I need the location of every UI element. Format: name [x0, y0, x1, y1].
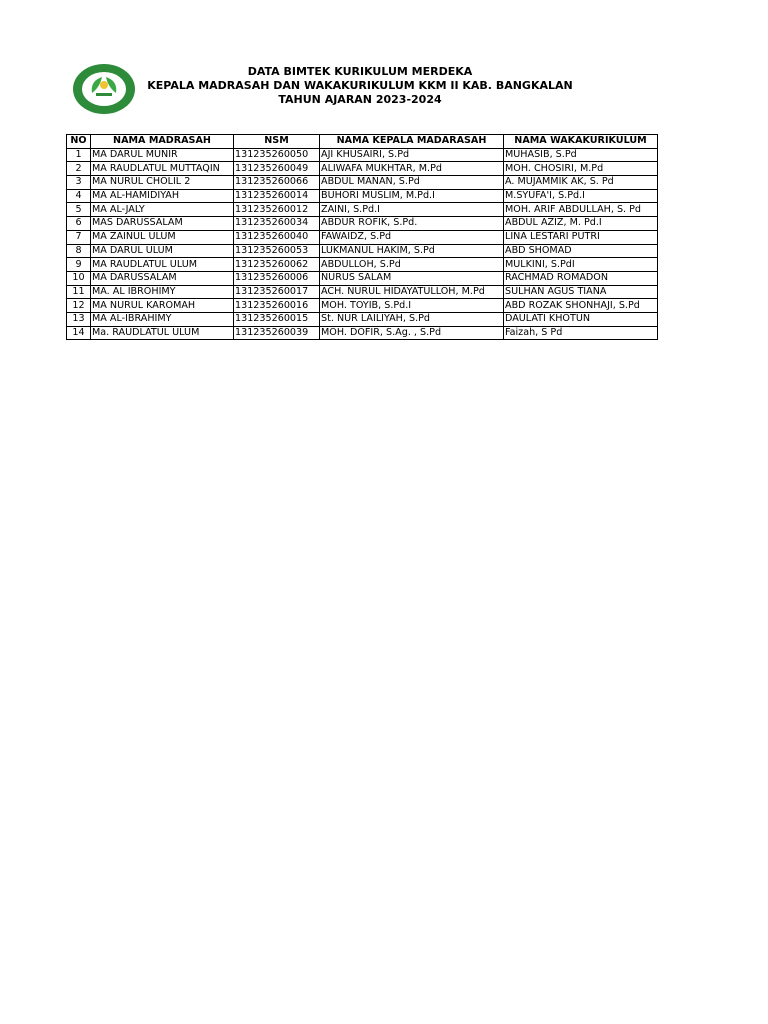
table-row	[67, 148, 658, 162]
cell-wakakurikulum: DAULATI KHOTUN	[504, 312, 658, 326]
cell-wakakurikulum: A. MUJAMMIK AK, S. Pd	[504, 176, 658, 190]
cell-no: 7	[67, 230, 91, 244]
cell-madrasah: Ma. RAUDLATUL ULUM	[91, 326, 234, 340]
cell-nsm: 131235260006	[234, 271, 320, 285]
cell-nsm: 131235260050	[234, 148, 320, 162]
doc-title-line2: KEPALA MADRASAH DAN WAKAKURIKULUM KKM II KAB. BANGKALAN	[147, 79, 573, 92]
cell-kepala: ABDULLOH, S.Pd	[320, 258, 504, 272]
table-row	[67, 217, 658, 231]
cell-wakakurikulum: ABDUL AZIZ, M. Pd.I	[504, 217, 658, 231]
cell-nsm: 131235260066	[234, 176, 320, 190]
header-no: NO	[67, 135, 91, 149]
cell-madrasah: MA AL-IBRAHIMY	[91, 312, 234, 326]
cell-kepala: ABDUR ROFIK, S.Pd.	[320, 217, 504, 231]
doc-title-line3: TAHUN AJARAN 2023-2024	[278, 93, 442, 106]
cell-kepala: AJI KHUSAIRI, S.Pd	[320, 148, 504, 162]
cell-wakakurikulum: MULKINI, S.PdI	[504, 258, 658, 272]
table-row	[67, 285, 658, 299]
header-nsm: NSM	[234, 135, 320, 149]
cell-nsm: 131235260034	[234, 217, 320, 231]
table-row	[67, 203, 658, 217]
table-row	[67, 189, 658, 203]
cell-kepala: NURUS SALAM	[320, 271, 504, 285]
cell-wakakurikulum: ABD ROZAK SHONHAJI, S.Pd	[504, 299, 658, 313]
cell-no: 13	[67, 312, 91, 326]
cell-nsm: 131235260012	[234, 203, 320, 217]
table-row	[67, 271, 658, 285]
cell-no: 12	[67, 299, 91, 313]
cell-madrasah: MA AL-JALY	[91, 203, 234, 217]
table-row	[67, 244, 658, 258]
cell-kepala: BUHORI MUSLIM, M.Pd.I	[320, 189, 504, 203]
table-row	[67, 299, 658, 313]
cell-kepala: FAWAIDZ, S.Pd	[320, 230, 504, 244]
header-wakakurikulum: NAMA WAKAKURIKULUM	[504, 135, 658, 149]
cell-no: 9	[67, 258, 91, 272]
table-row	[67, 176, 658, 190]
cell-kepala: St. NUR LAILIYAH, S.Pd	[320, 312, 504, 326]
cell-kepala: MOH. TOYIB, S.Pd.I	[320, 299, 504, 313]
table-row	[67, 312, 658, 326]
cell-no: 8	[67, 244, 91, 258]
cell-madrasah: MA RAUDLATUL MUTTAQIN	[91, 162, 234, 176]
cell-kepala: ABDUL MANAN, S.Pd	[320, 176, 504, 190]
cell-wakakurikulum: M.SYUFA'I, S.Pd.I	[504, 189, 658, 203]
cell-nsm: 131235260017	[234, 285, 320, 299]
cell-no: 14	[67, 326, 91, 340]
cell-madrasah: MA NURUL CHOLIL 2	[91, 176, 234, 190]
cell-wakakurikulum: RACHMAD ROMADON	[504, 271, 658, 285]
table-row	[67, 258, 658, 272]
cell-kepala: ZAINI, S.Pd.I	[320, 203, 504, 217]
cell-nsm: 131235260014	[234, 189, 320, 203]
cell-no: 2	[67, 162, 91, 176]
cell-madrasah: MA. AL IBROHIMY	[91, 285, 234, 299]
cell-wakakurikulum: MOH. CHOSIRI, M.Pd	[504, 162, 658, 176]
cell-no: 4	[67, 189, 91, 203]
cell-nsm: 131235260053	[234, 244, 320, 258]
cell-wakakurikulum: ABD SHOMAD	[504, 244, 658, 258]
cell-kepala: ALIWAFA MUKHTAR, M.Pd	[320, 162, 504, 176]
cell-wakakurikulum: MUHASIB, S.Pd	[504, 148, 658, 162]
cell-nsm: 131235260039	[234, 326, 320, 340]
cell-madrasah: MA NURUL KAROMAH	[91, 299, 234, 313]
cell-no: 5	[67, 203, 91, 217]
header-kepala: NAMA KEPALA MADARASAH	[320, 135, 504, 149]
cell-no: 6	[67, 217, 91, 231]
cell-nsm: 131235260015	[234, 312, 320, 326]
cell-nsm: 131235260040	[234, 230, 320, 244]
cell-no: 10	[67, 271, 91, 285]
madrasah-table	[66, 134, 658, 340]
cell-madrasah: MA DARUL MUNIR	[91, 148, 234, 162]
table-header-row	[67, 135, 658, 149]
cell-nsm: 131235260016	[234, 299, 320, 313]
cell-wakakurikulum: Faizah, S Pd	[504, 326, 658, 340]
doc-title-line1: DATA BIMTEK KURIKULUM MERDEKA	[247, 65, 473, 78]
cell-nsm: 131235260049	[234, 162, 320, 176]
cell-madrasah: MA DARUSSALAM	[91, 271, 234, 285]
cell-wakakurikulum: LINA LESTARI PUTRI	[504, 230, 658, 244]
cell-madrasah: MAS DARUSSALAM	[91, 217, 234, 231]
table-row	[67, 230, 658, 244]
cell-no: 1	[67, 148, 91, 162]
cell-madrasah: MA RAUDLATUL ULUM	[91, 258, 234, 272]
cell-nsm: 131235260062	[234, 258, 320, 272]
cell-kepala: LUKMANUL HAKIM, S.Pd	[320, 244, 504, 258]
table-row	[67, 326, 658, 340]
cell-no: 3	[67, 176, 91, 190]
table-row	[67, 162, 658, 176]
cell-madrasah: MA ZAINUL ULUM	[91, 230, 234, 244]
cell-no: 11	[67, 285, 91, 299]
cell-wakakurikulum: MOH. ARIF ABDULLAH, S. Pd	[504, 203, 658, 217]
cell-kepala: MOH. DOFIR, S.Ag. , S.Pd	[320, 326, 504, 340]
cell-madrasah: MA AL-HAMIDIYAH	[91, 189, 234, 203]
cell-wakakurikulum: SULHAN AGUS TIANA	[504, 285, 658, 299]
cell-madrasah: MA DARUL ULUM	[91, 244, 234, 258]
header-madrasah: NAMA MADRASAH	[91, 135, 234, 149]
cell-kepala: ACH. NURUL HIDAYATULLOH, M.Pd	[320, 285, 504, 299]
